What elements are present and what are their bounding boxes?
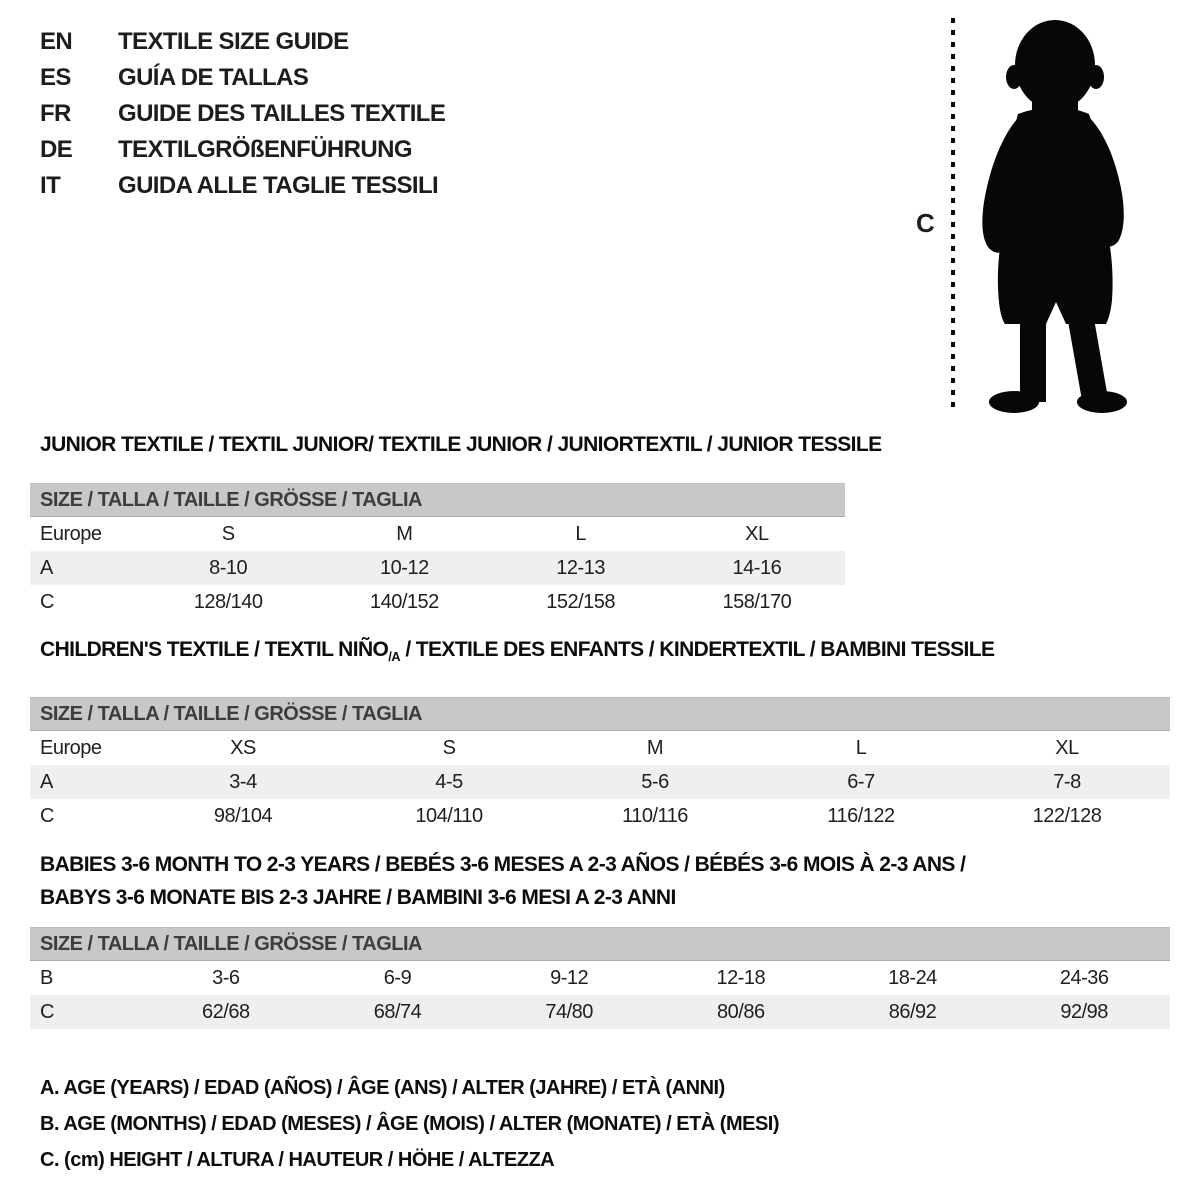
table-cell: L	[855, 736, 867, 759]
table-cell: 152/158	[546, 590, 616, 613]
table-row	[30, 995, 1170, 1029]
height-figure	[900, 2, 1180, 417]
toddler-silhouette-icon	[982, 20, 1127, 413]
table-cell: 3-6	[212, 966, 240, 989]
language-row-it	[40, 168, 445, 204]
table-cell: 74/80	[545, 1000, 593, 1023]
table-cell: 128/140	[193, 590, 263, 613]
junior-size-table	[30, 483, 845, 619]
row-label: A	[40, 556, 53, 579]
table-cell: 104/110	[415, 804, 483, 827]
section-junior-textile	[0, 434, 1200, 619]
section-title-line: JUNIOR TEXTILE / TEXTIL JUNIOR/ TEXTILE JUNIOR / JUNIORTEXTIL / JUNIOR TESSILE	[40, 433, 882, 456]
table-cell: 80/86	[717, 1000, 765, 1023]
section-title-2	[40, 639, 1200, 668]
section-title-line: CHILDREN'S TEXTILE / TEXTIL $NIÑO_{/A}$ / TEXTILE DES ENFANTS / KINDERTEXTIL / BAMBINI TESSILE	[40, 638, 995, 665]
table-cell: 4-5	[435, 770, 463, 793]
table-rows-1	[30, 517, 845, 619]
language-code: FR	[40, 100, 71, 127]
table-cell: 5-6	[641, 770, 669, 793]
language-code: DE	[40, 136, 73, 163]
table-cell: 7-8	[1053, 770, 1081, 793]
row-label: Europe	[40, 736, 102, 759]
section-title-1	[40, 434, 1200, 456]
table-cell: M	[396, 522, 413, 545]
language-row-en	[40, 24, 445, 60]
measure-legend	[40, 1070, 779, 1178]
table-cell: 9-12	[550, 966, 589, 989]
height-measure-label: C	[916, 208, 935, 238]
table-cell: XL	[1055, 736, 1079, 759]
table-header-bar: SIZE / TALLA / TAILLE / GRÖSSE / TAGLIA	[30, 697, 1170, 731]
legend-line-c: C. (cm) HEIGHT / ALTURA / HAUTEUR / HÖHE / ALTEZZA	[40, 1149, 555, 1171]
table-header-bar: SIZE / TALLA / TAILLE / GRÖSSE / TAGLIA	[30, 483, 845, 517]
table-cell: XL	[745, 522, 769, 545]
table-cell: 116/122	[827, 804, 895, 827]
language-row-es	[40, 60, 445, 96]
table-cell: 24-36	[1059, 966, 1109, 989]
table-cell: 12-18	[716, 966, 766, 989]
table-cell: 62/68	[202, 1000, 250, 1023]
language-row-fr	[40, 96, 445, 132]
table-rows-2	[30, 731, 1170, 833]
table-row	[30, 551, 845, 585]
babies-size-table	[30, 927, 1170, 1029]
row-label: B	[40, 966, 53, 989]
language-row-de	[40, 132, 445, 168]
table-cell: 122/128	[1032, 804, 1102, 827]
table-rows-3	[30, 961, 1170, 1029]
table-cell: 98/104	[213, 804, 273, 827]
table-cell: 158/170	[722, 590, 792, 613]
table-header-bar: SIZE / TALLA / TAILLE / GRÖSSE / TAGLIA	[30, 927, 1170, 961]
language-code: EN	[40, 28, 73, 55]
table-cell: S	[221, 522, 235, 545]
row-label: C	[40, 1000, 54, 1023]
table-cell: 68/74	[373, 1000, 422, 1023]
legend-line-b: B. AGE (MONTHS) / EDAD (MESES) / ÂGE (MOIS) / ALTER (MONATE) / ETÀ (MESI)	[40, 1113, 780, 1135]
table-cell: 92/98	[1060, 1000, 1108, 1023]
table-cell: 18-24	[888, 966, 937, 989]
table-cell: 12-13	[556, 556, 605, 579]
language-title: TEXTILE SIZE GUIDE	[118, 28, 349, 55]
table-cell: 6-9	[383, 966, 412, 989]
language-code: IT	[40, 172, 61, 199]
row-label: C	[40, 804, 54, 827]
table-row	[30, 765, 1170, 799]
section-title-3	[40, 848, 1200, 914]
table-cell: 6-7	[847, 770, 875, 793]
section-children-textile	[0, 639, 1200, 833]
table-cell: 8-10	[209, 556, 248, 579]
legend-line-a: A. AGE (YEARS) / EDAD (AÑOS) / ÂGE (ANS) / ALTER (JAHRE) / ETÀ (ANNI)	[40, 1077, 725, 1099]
children-size-table	[30, 697, 1170, 833]
table-cell: M	[646, 736, 664, 759]
language-code: ES	[40, 64, 71, 91]
table-row	[30, 731, 1170, 765]
table-row	[30, 585, 845, 619]
table-cell: 140/152	[369, 590, 439, 613]
language-title: GUIDA ALLE TAGLIE TESSILI	[118, 172, 439, 199]
section-title-line: BABYS 3-6 MONATE BIS 2-3 JAHRE / BAMBINI 3-6 MESI A 2-3 ANNI	[40, 886, 676, 909]
language-list	[40, 24, 445, 204]
section-babies-textile	[0, 848, 1200, 1029]
row-label: C	[40, 590, 54, 613]
table-cell: 86/92	[888, 1000, 937, 1023]
table-row	[30, 961, 1170, 995]
table-row	[30, 799, 1170, 833]
table-cell: 110/116	[622, 804, 688, 827]
language-title: GUIDE DES TAILLES TEXTILE	[118, 100, 446, 127]
table-cell: 10-12	[380, 556, 429, 579]
figure-graphic	[940, 2, 1180, 417]
table-cell: L	[575, 522, 586, 545]
language-title: TEXTILGRÖßENFÜHRUNG	[118, 136, 412, 163]
table-cell: S	[442, 736, 456, 759]
section-title-line: BABIES 3-6 MONTH TO 2-3 YEARS / BEBÉS 3-6 MESES A 2-3 AÑOS / BÉBÉS 3-6 MOIS À 2-3 ANS /	[40, 853, 966, 876]
table-row	[30, 517, 845, 551]
row-label: A	[40, 770, 53, 793]
table-cell: 3-4	[229, 770, 257, 793]
table-cell: XS	[230, 736, 256, 759]
table-cell: 14-16	[732, 556, 782, 579]
language-title: GUÍA DE TALLAS	[118, 64, 309, 91]
row-label: Europe	[40, 522, 102, 545]
